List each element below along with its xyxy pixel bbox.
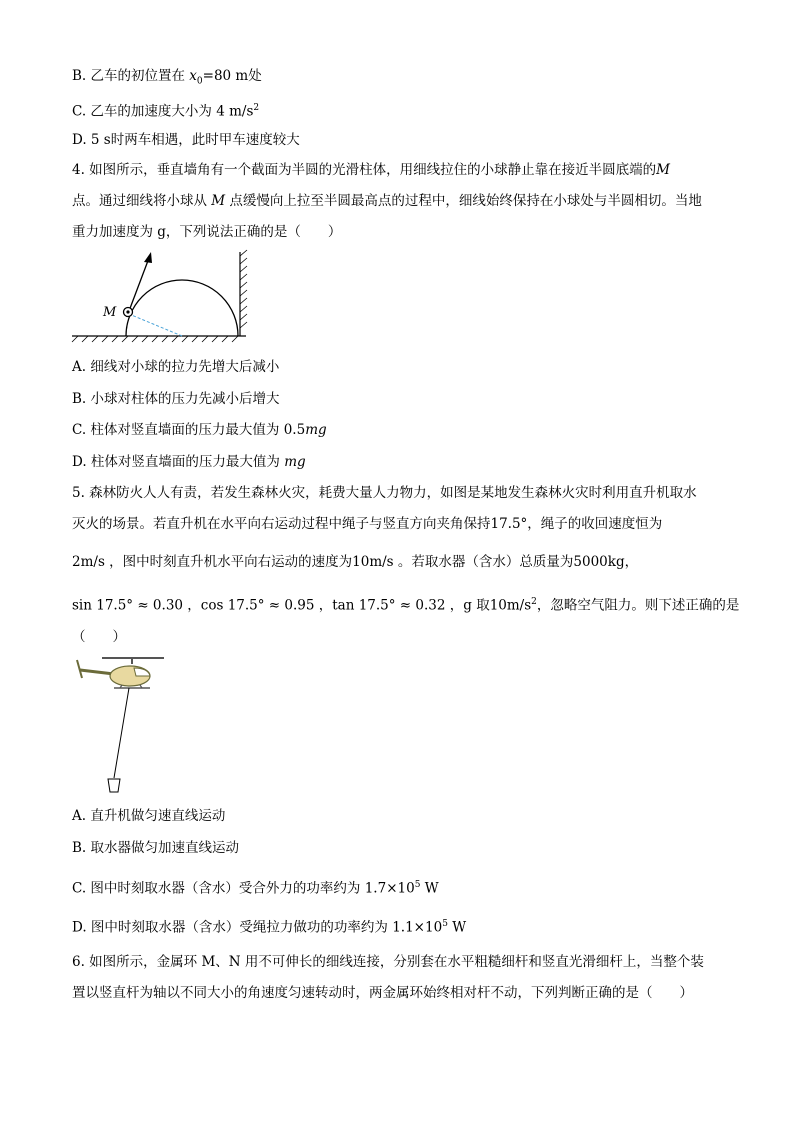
q4-option-d: D. 柱体对竖直墙面的压力最大值为 mg	[72, 454, 306, 470]
q5-helicopter-figure	[72, 652, 172, 802]
q5-stem-line2: 灭火的场景。若直升机在水平向右运动过程中绳子与竖直方向夹角保持17.5°，绳子的收回速度恒为	[72, 516, 663, 532]
q5-stem-line3: 2m/s ，图中时刻直升机水平向右运动的速度为10m/s 。若取水器（含水）总质量为5000kg，	[72, 554, 639, 570]
q5-stem-line5: （ ）	[72, 629, 126, 645]
q5-option-d: D. 图中时刻取水器（含水）受绳拉力做功的功率约为 $1.1\times 10^5$ W	[72, 919, 467, 936]
q4-option-a: A. 细线对小球的拉力先增大后减小	[72, 359, 280, 375]
q3-option-c: C. 乙车的加速度大小为 4 $m/s^2$	[72, 103, 260, 120]
q6-stem-line2: 置以竖直杆为轴以不同大小的角速度匀速转动时，两金属环始终相对杆不动，下列判断正确的是（ ）	[72, 985, 693, 1001]
q5-option-b: B. 取水器做匀加速直线运动	[72, 840, 240, 856]
q4-option-b: B. 小球对柱体的压力先减小后增大	[72, 391, 280, 407]
q4-semicircle-figure	[70, 244, 270, 344]
q4-figure-label-m: M	[103, 305, 117, 320]
q3-option-d: D. 5 s时两车相遇，此时甲车速度较大	[72, 132, 300, 148]
q5-option-a: A. 直升机做匀速直线运动	[72, 808, 226, 824]
q6-stem-line1: 6. 如图所示，金属环 M、N 用不可伸长的细线连接，分别套在水平粗糙细杆和竖直光滑细杆上，当整个装	[72, 954, 704, 970]
q4-stem-line3: 重力加速度为 g，下列说法正确的是（ ）	[72, 224, 342, 240]
q3-option-b: B. 乙车的初位置在 $x_0=80$ m处	[72, 68, 262, 87]
q5-stem-line4: sin 17.5° ≈ 0.30 ，cos 17.5° ≈ 0.95 ，tan 17.5° ≈ 0.32 ，g 取$10m/s^2$，忽略空气阻力。则下述正确的是	[72, 597, 740, 614]
q4-option-c: C. 柱体对竖直墙面的压力最大值为 0.5mg	[72, 422, 327, 438]
q5-option-c: C. 图中时刻取水器（含水）受合外力的功率约为 $1.7\times 10^5$ W	[72, 880, 439, 897]
q5-stem-line1: 5. 森林防火人人有责，若发生森林火灾，耗费大量人力物力，如图是某地发生森林火灾时利用直升机取水	[72, 485, 697, 501]
q4-stem-line2: 点。通过细线将小球从 M 点缓慢向上拉至半圆最高点的过程中，细线始终保持在小球处与半圆相切。当地	[72, 193, 702, 209]
q4-stem-line1: 4. 如图所示，垂直墙角有一个截面为半圆的光滑柱体，用细线拉住的小球静止靠在接近半圆底端的M	[72, 162, 670, 178]
